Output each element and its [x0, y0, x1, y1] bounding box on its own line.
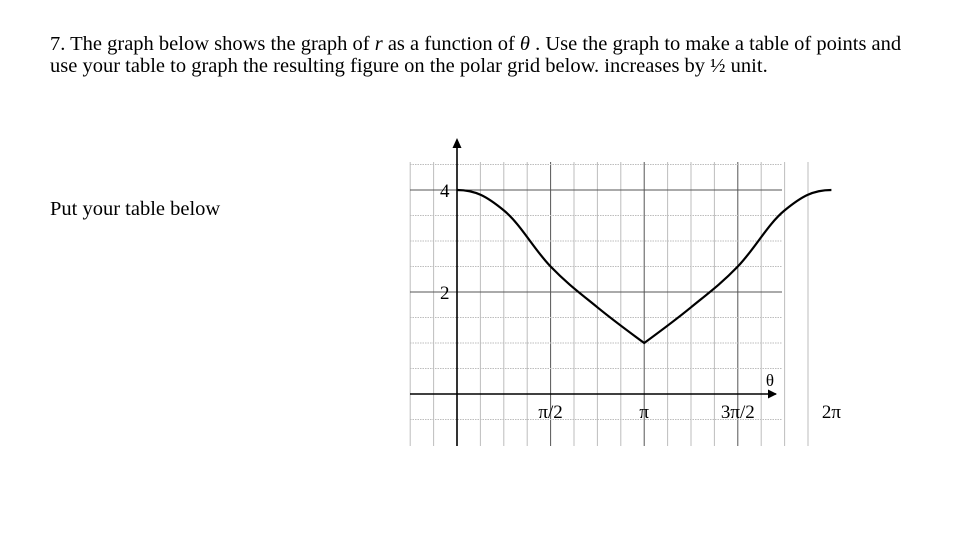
problem-text-1: The graph below shows the graph of	[65, 33, 375, 55]
tick-labels	[440, 181, 841, 423]
y-axis-arrow-icon	[453, 138, 462, 148]
x-tick-label: 3π/2	[720, 402, 755, 423]
r-variable: r	[374, 33, 383, 55]
x-axis-arrow-icon	[768, 390, 777, 399]
problem-text-2: as a function of	[382, 33, 520, 55]
y-tick-label: 2	[440, 283, 450, 304]
problem-number: 7.	[50, 33, 66, 55]
problem-text-3: . Use the graph to make a table of points and use your table to graph the resulting figure on the polar grid below. increases by ½ unit.	[50, 33, 902, 77]
y-tick-label: 4	[440, 181, 450, 202]
x-axis-symbol: θ	[765, 371, 775, 390]
x-tick-label: π	[639, 402, 649, 423]
x-tick-label: π/2	[538, 402, 563, 423]
x-tick-label: 2π	[821, 402, 841, 423]
theta-variable: θ	[519, 33, 530, 55]
table-prompt: Put your table below	[50, 198, 221, 220]
